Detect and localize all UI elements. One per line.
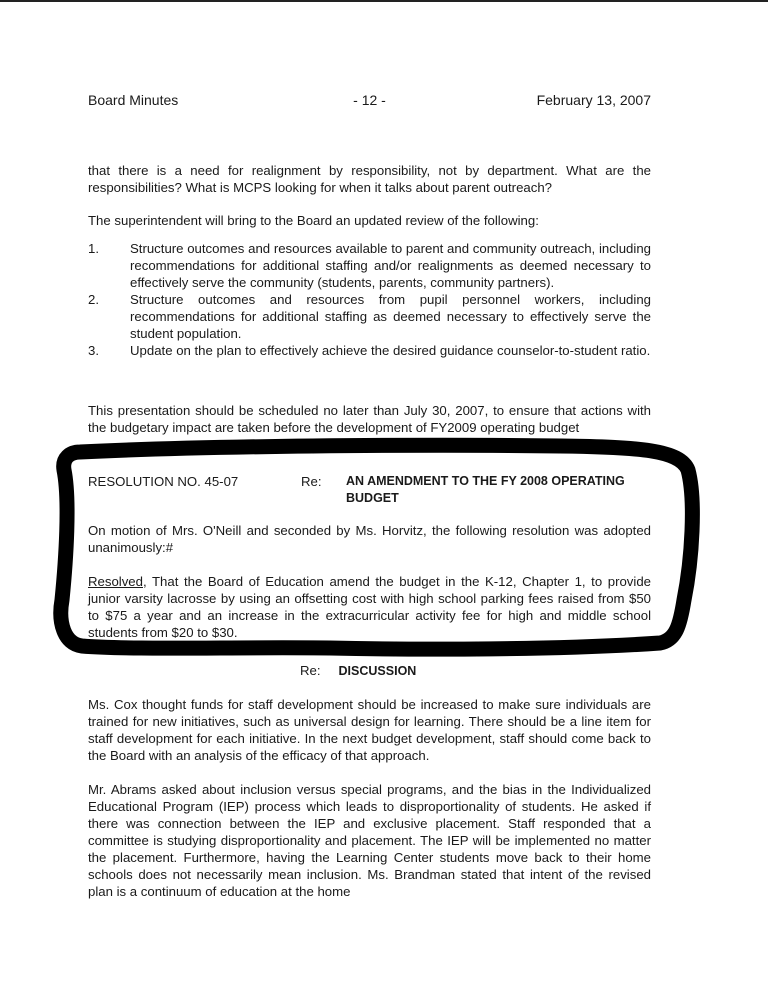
discussion-paragraph-cox: Ms. Cox thought funds for staff development should be increased to make sure individuals are trained for new initiatives, such as universal design for learning. There should be a line item for staff development for each initiative. In the next budget development, staff should come back to the Board with an analysis of the efficacy of that approach. [88,697,651,763]
presentation-paragraph: This presentation should be scheduled no later than July 30, 2007, to ensure that actions with the budgetary impact are taken before the development of FY2009 operating budget [88,403,651,435]
list-item-text: Update on the plan to effectively achieve the desired guidance counselor-to-student ratio. [130,343,651,358]
discussion-re-label: Re: [300,663,321,678]
list-item-text: Structure outcomes and resources available to parent and community outreach, including recommendations for additional staffing and/or realignments as deemed necessary to effectively serve the community (students, parents, community partners). [130,241,651,290]
review-intro: The superintendent will bring to the Board an updated review of the following: [88,213,539,228]
page-number: - 12 - [353,92,386,108]
list-item [88,342,651,359]
resolution-re-label: Re: [301,474,322,489]
page-header [88,92,651,112]
intro-paragraph: that there is a need for realignment by responsibility, not by department. What are the responsibilities? What is MCPS looking for when it talks about parent outreach? [88,163,651,195]
review-list [88,240,651,359]
list-item [88,240,651,291]
top-border-rule [0,0,768,2]
list-item [88,291,651,342]
list-item-number: 1. [88,241,99,256]
list-item-text: Structure outcomes and resources from pupil personnel workers, including recommendations for additional staffing as deemed necessary to effectively serve the student population. [130,292,651,341]
resolution-subject: AN AMENDMENT TO THE FY 2008 OPERATING BUDGET [346,474,625,505]
resolution-resolved [88,573,651,641]
discussion-subject: DISCUSSION [338,664,417,678]
resolved-label: Resolved [88,574,143,589]
header-date: February 13, 2007 [536,92,651,108]
discussion-heading [300,662,416,680]
header-title: Board Minutes [88,92,179,108]
resolved-text: , That the Board of Education amend the budget in the K-12, Chapter 1, to provide junior varsity lacrosse by using an offsetting cost with high school parking fees raised from $50 to $75 a year and an increase in the extracurricular activity fee for high and middle school students from $20 to $30. [88,574,651,640]
resolution-motion: On motion of Mrs. O'Neill and seconded by Ms. Horvitz, the following resolution was adopted unanimously:# [88,523,651,555]
discussion-paragraph-abrams: Mr. Abrams asked about inclusion versus special programs, and the bias in the Individualized Educational Program (IEP) process which leads to disproportionality of students. He asked if there was connection between the IEP and exclusive placement. Staff responded that a committee is studying disproportionality and placement. The IEP will be implemented no matter the placement. Furthermore, having the Learning Center students move back to their home schools does not necessarily mean inclusion. Ms. Brandman stated that intent of the revised plan is a continuum of education at the home [88,782,651,899]
list-item-number: 2. [88,292,99,307]
resolution-number: RESOLUTION NO. 45-07 [88,474,239,489]
list-item-number: 3. [88,343,99,358]
